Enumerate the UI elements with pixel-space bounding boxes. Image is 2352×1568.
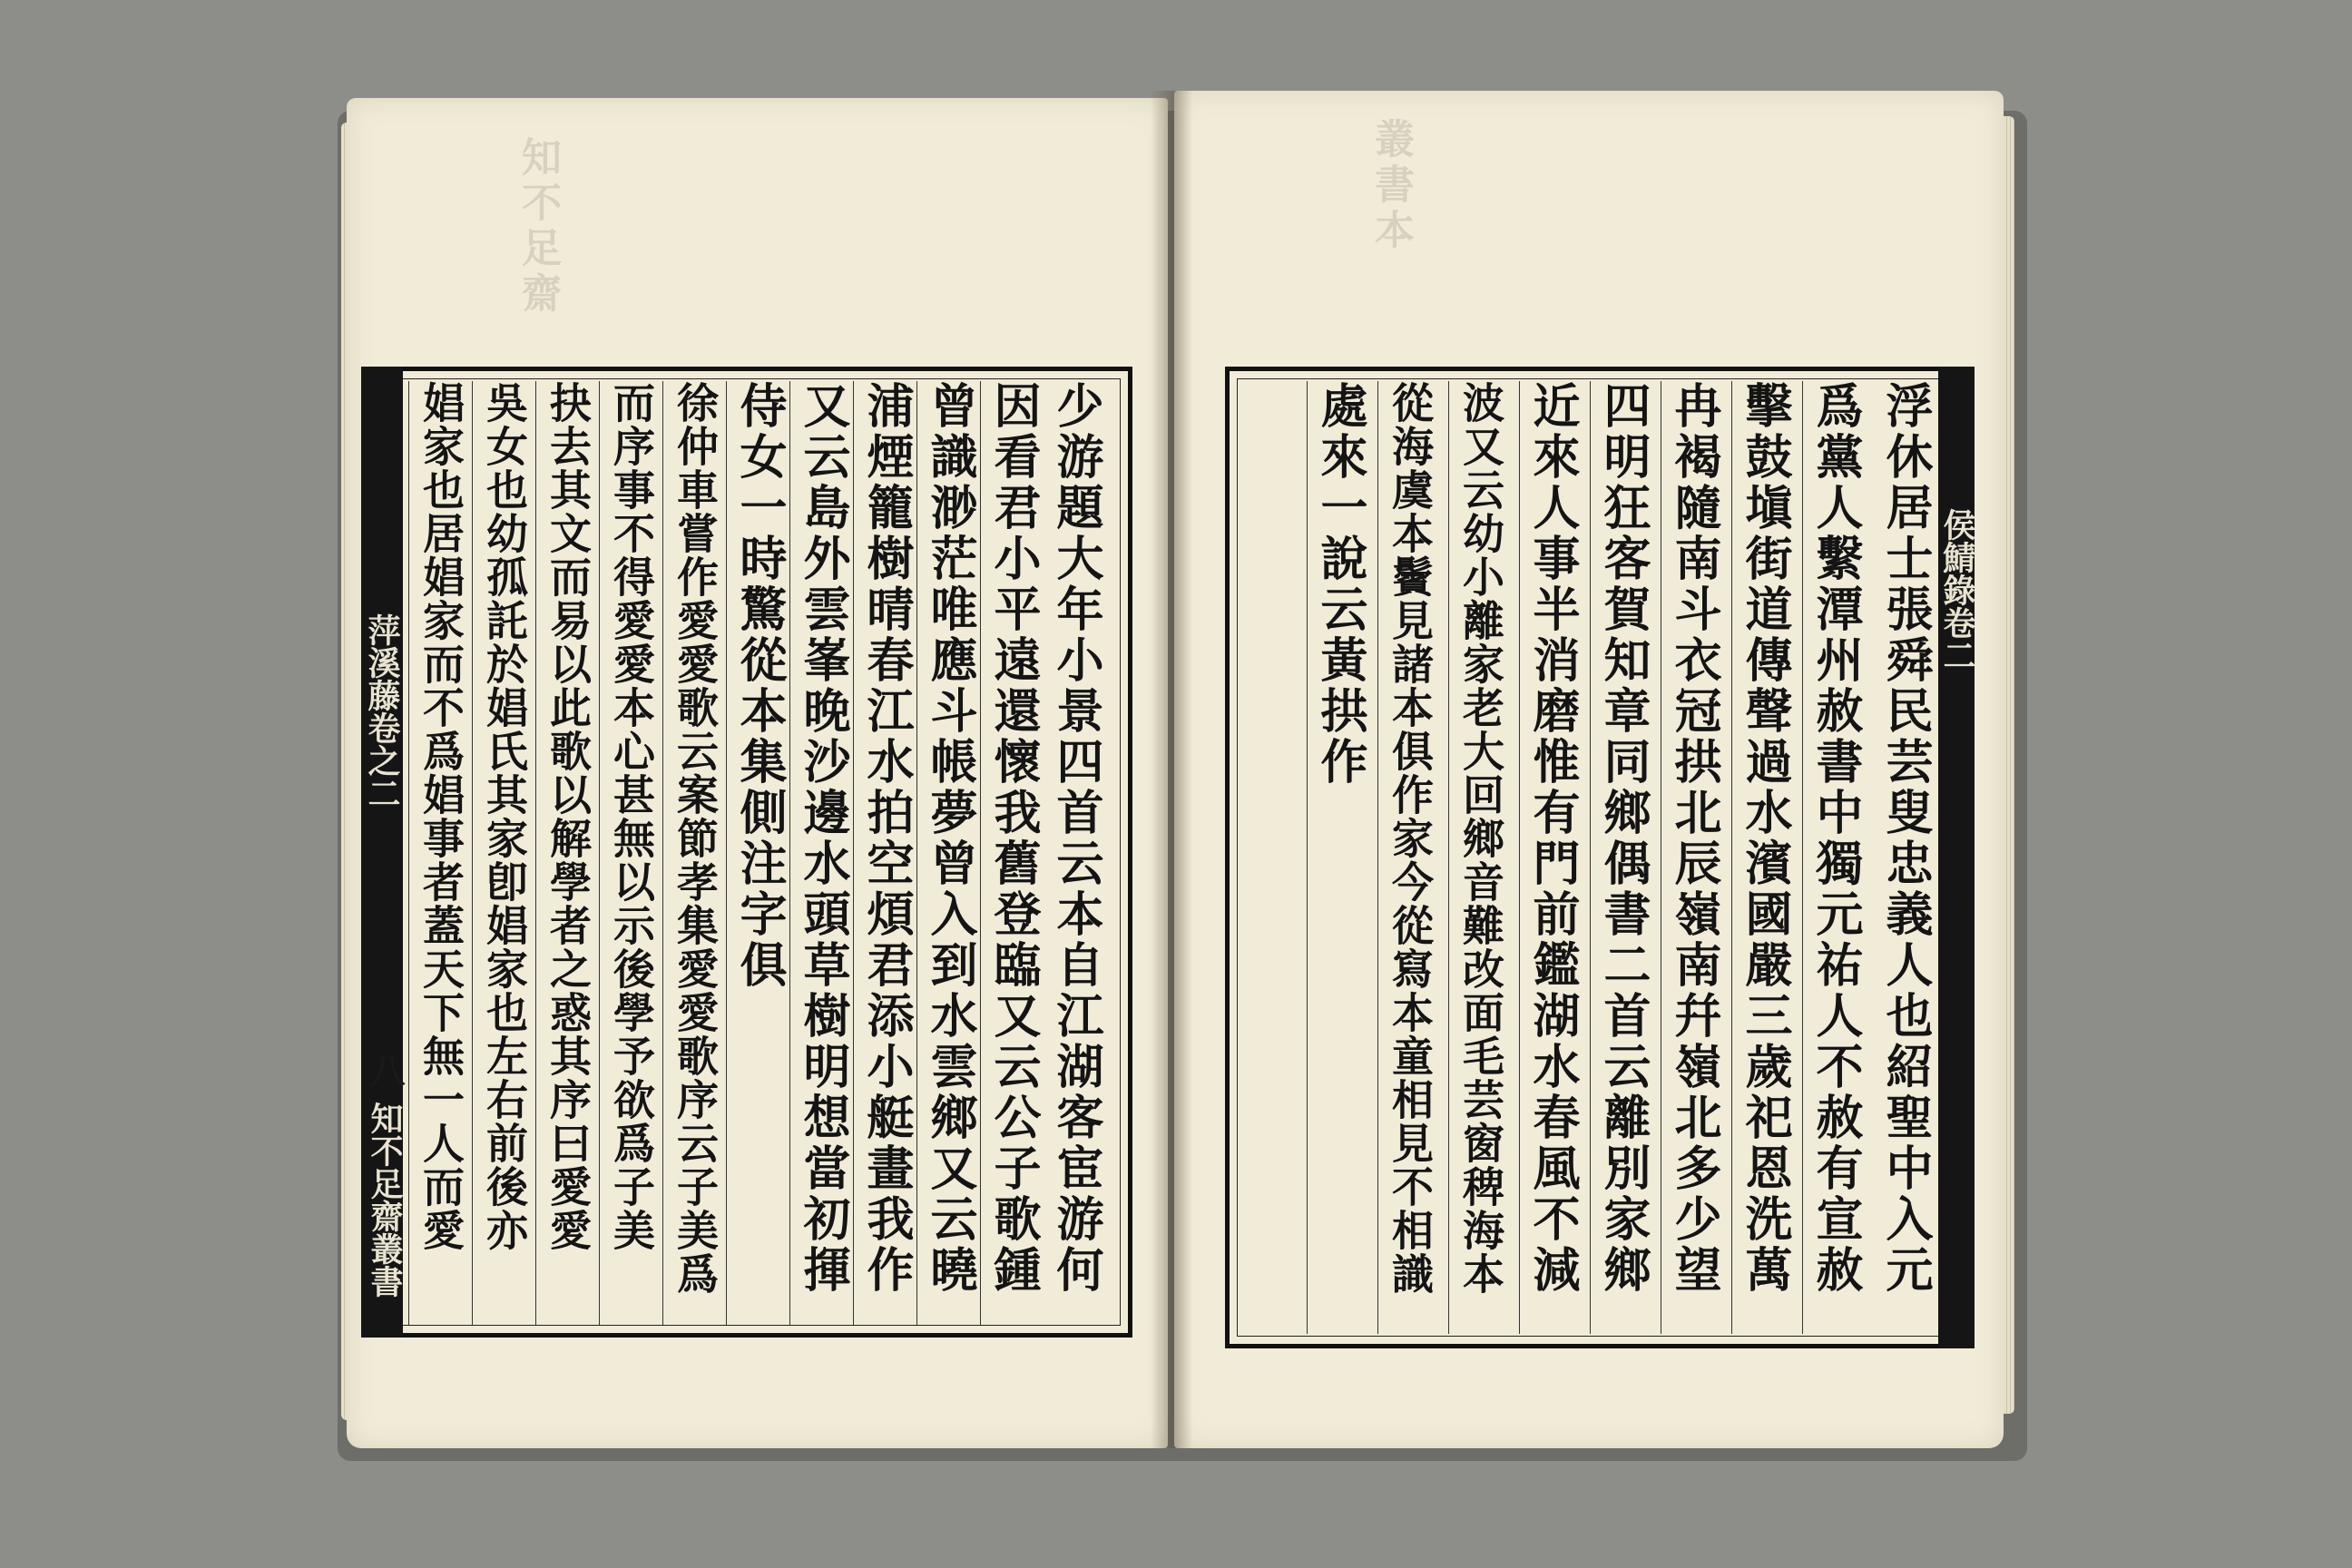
right-column-8: 從海虞本鬢見諸本俱作家今從寫本童相見不相識 — [1377, 381, 1442, 1334]
left-column-7: 徐仲車嘗作愛愛歌云案節孝集愛愛歌序云子美爲 — [662, 381, 727, 1325]
left-column-1: 少游題大年小景四首云本自江湖客宦游何 — [1048, 381, 1103, 1296]
right-column-6: 近來人事半消磨惟有門前鑑湖水春風不減 — [1519, 381, 1583, 1334]
right-column-9: 處來一說云黃拱作 — [1307, 381, 1371, 1334]
left-page-number: 八 — [365, 1053, 406, 1087]
left-column-3: 曾識渺茫唯應斗帳夢曾入到水雲鄉又云曉 — [916, 381, 981, 1325]
right-margin-title: 侯鯖錄卷二 — [1938, 508, 1976, 671]
left-column-9: 抉去其文而易以此歌以解學者之惑其序曰愛愛 — [535, 381, 600, 1325]
left-column-6: 侍女一時驚從本集側注字俱 — [726, 381, 790, 1325]
left-column-4: 浦煙籠樹晴春江水拍空煩君添小艇畫我作 — [853, 381, 917, 1325]
left-column-10: 吳女也幼孤託於娼氏其家卽娼家也左右前後亦 — [472, 381, 536, 1325]
left-publisher-label: 知不足齋叢書 — [366, 1102, 404, 1298]
left-margin-title: 萍溪藤卷之二 — [363, 613, 401, 809]
right-column-7: 波又云幼小離家老大回鄉音難改面毛芸窗稗海本 — [1448, 381, 1513, 1334]
right-column-2: 爲黨人繫潭州赦書中獨元祐人不赦有宣赦 — [1802, 381, 1867, 1334]
left-column-2: 因看君小平遠還懷我舊登臨又云公子歌鍾 — [980, 381, 1044, 1325]
left-column-11: 娼家也居娼家而不爲娼事者蓋天下無一人而愛 — [408, 381, 473, 1325]
book-gutter — [1151, 91, 1192, 1448]
left-column-8: 而序事不得愛愛本心甚無以示後學予欲爲子美 — [599, 381, 663, 1325]
right-column-4: 冉褐隨南斗衣冠拱北辰嶺南幷嶺北多少望 — [1661, 381, 1725, 1334]
bleed-through-left: 知不足齋 — [514, 136, 561, 318]
right-column-1: 浮休居士張舜民芸叟忠義人也紹聖中入元 — [1877, 381, 1933, 1296]
right-column-3: 擊鼓塡街道傳聲過水濱國嚴三歲祀恩洗萬 — [1731, 381, 1796, 1334]
right-column-5: 四明狂客賀知章同鄉偶書二首云離別家鄉 — [1590, 381, 1654, 1334]
left-column-5: 又云島外雲峯晚沙邊水頭草樹明想當初揮 — [789, 381, 854, 1325]
bleed-through-right: 叢書本 — [1367, 118, 1414, 254]
